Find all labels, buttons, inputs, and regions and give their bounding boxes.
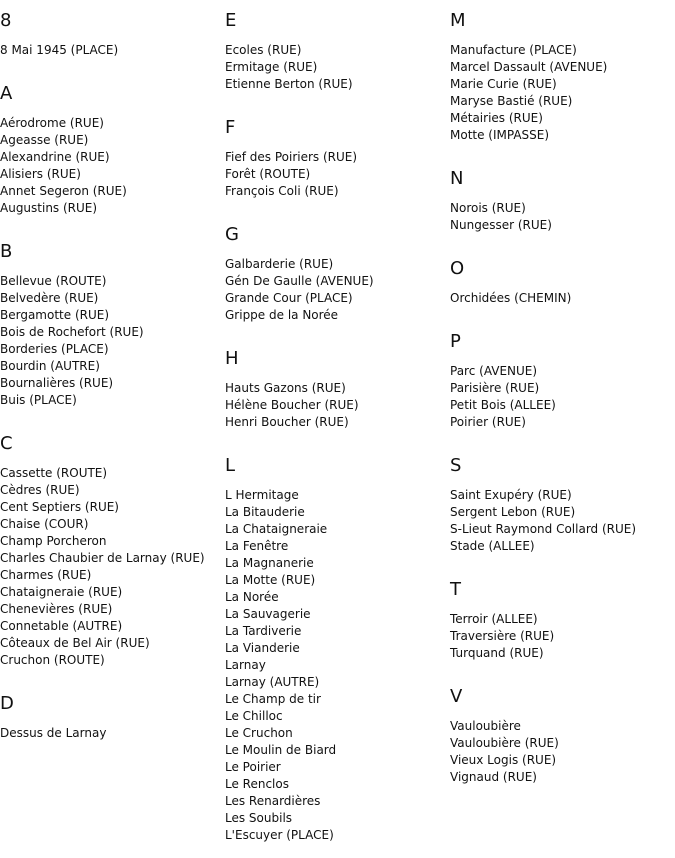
letter-section [225, 117, 445, 200]
street-name: Chaise (COUR) [0, 517, 89, 531]
street-name: Buis (PLACE) [0, 393, 77, 407]
street-name: Saint Exupéry (RUE) [450, 488, 572, 502]
street-name: Gén De Gaulle (AVENUE) [225, 274, 374, 288]
street-name: Bourdin (AUTRE) [0, 359, 100, 373]
section-letter-heading: F [225, 117, 236, 138]
letter-section [450, 686, 675, 786]
street-name: Hélène Boucher (RUE) [225, 398, 359, 412]
street-name: Vignaud (RUE) [450, 770, 537, 784]
street-list [225, 256, 445, 324]
street-name: Charmes (RUE) [0, 568, 92, 582]
street-list [450, 487, 675, 555]
street-name: Le Cruchon [225, 726, 293, 740]
section-letter-heading: B [0, 241, 13, 262]
street-list [0, 725, 220, 742]
street-name: Connetable (AUTRE) [0, 619, 123, 633]
street-name: Marcel Dassault (AVENUE) [450, 60, 608, 74]
street-name: Alexandrine (RUE) [0, 150, 110, 164]
street-index-column-2 [225, 10, 445, 844]
street-name: Côteaux de Bel Air (RUE) [0, 636, 150, 650]
street-list [225, 380, 445, 431]
street-name: Galbarderie (RUE) [225, 257, 334, 271]
street-name: Parc (AVENUE) [450, 364, 538, 378]
street-list [450, 200, 675, 234]
section-letter-heading: T [450, 579, 461, 600]
street-list [450, 290, 675, 307]
street-name: Chenevières (RUE) [0, 602, 113, 616]
street-name: Forêt (ROUTE) [225, 167, 311, 181]
letter-section [225, 10, 445, 93]
street-name: Norois (RUE) [450, 201, 526, 215]
letter-section [225, 224, 445, 324]
street-name: S-Lieut Raymond Collard (RUE) [450, 522, 637, 536]
section-letter-heading: S [450, 455, 462, 476]
section-letter-heading: H [225, 348, 239, 369]
section-letter-heading: L [225, 455, 236, 476]
street-name: Vauloubière [450, 719, 521, 733]
street-name: Vieux Logis (RUE) [450, 753, 557, 767]
street-list [450, 718, 675, 786]
letter-section [450, 258, 675, 307]
letter-section [0, 83, 220, 217]
section-letter-heading: D [0, 693, 14, 714]
street-name: Les Renardières [225, 794, 321, 808]
street-name: Borderies (PLACE) [0, 342, 109, 356]
street-name: Sergent Lebon (RUE) [450, 505, 576, 519]
street-name: L Hermitage [225, 488, 299, 502]
street-name: Fief des Poiriers (RUE) [225, 150, 358, 164]
street-name: La Magnanerie [225, 556, 314, 570]
letter-section [450, 168, 675, 234]
street-name: Stade (ALLEE) [450, 539, 535, 553]
street-list [450, 42, 675, 144]
section-letter-heading: E [225, 10, 237, 31]
street-list [225, 42, 445, 93]
street-name: Cruchon (ROUTE) [0, 653, 105, 667]
street-name: Dessus de Larnay [0, 726, 107, 740]
street-name: 8 Mai 1945 (PLACE) [0, 43, 119, 57]
street-name: Annet Segeron (RUE) [0, 184, 127, 198]
street-name: Alisiers (RUE) [0, 167, 81, 181]
street-list [0, 465, 220, 669]
street-name: Motte (IMPASSE) [450, 128, 550, 142]
street-name: La Sauvagerie [225, 607, 311, 621]
street-name: Manufacture (PLACE) [450, 43, 577, 57]
street-name: Ermitage (RUE) [225, 60, 318, 74]
street-name: Terroir (ALLEE) [450, 612, 538, 626]
street-name: Orchidées (CHEMIN) [450, 291, 572, 305]
section-letter-heading: M [450, 10, 466, 31]
street-name: Ecoles (RUE) [225, 43, 302, 57]
street-name: La Bitauderie [225, 505, 305, 519]
letter-section [0, 10, 220, 59]
street-name: Bois de Rochefort (RUE) [0, 325, 144, 339]
street-name: Grippe de la Norée [225, 308, 339, 322]
street-name: François Coli (RUE) [225, 184, 339, 198]
street-name: Augustins (RUE) [0, 201, 98, 215]
section-letter-heading: G [225, 224, 239, 245]
street-name: Belvedère (RUE) [0, 291, 99, 305]
street-name: L'Escuyer (PLACE) [225, 828, 334, 842]
street-name: Ageasse (RUE) [0, 133, 89, 147]
letter-section [225, 455, 445, 844]
street-name: Hauts Gazons (RUE) [225, 381, 346, 395]
street-name: La Motte (RUE) [225, 573, 316, 587]
street-name: Bellevue (ROUTE) [0, 274, 107, 288]
section-letter-heading: O [450, 258, 465, 279]
letter-section [0, 433, 220, 669]
street-list [225, 149, 445, 200]
street-name: Métairies (RUE) [450, 111, 543, 125]
street-name: Les Soubils [225, 811, 293, 825]
street-name: Le Poirier [225, 760, 281, 774]
section-letter-heading: C [0, 433, 13, 454]
street-list [450, 611, 675, 662]
street-name: Henri Boucher (RUE) [225, 415, 349, 429]
letter-section [225, 348, 445, 431]
street-name: Chataigneraie (RUE) [0, 585, 123, 599]
section-letter-heading: V [450, 686, 463, 707]
street-name: La Chataigneraie [225, 522, 328, 536]
section-letter-heading: A [0, 83, 13, 104]
street-list [0, 115, 220, 217]
street-list [225, 487, 445, 844]
street-name: Champ Porcheron [0, 534, 107, 548]
street-list [0, 42, 220, 59]
street-name: La Norée [225, 590, 279, 604]
letter-section [450, 455, 675, 555]
street-name: Le Renclos [225, 777, 289, 791]
street-name: Marie Curie (RUE) [450, 77, 557, 91]
street-name: Traversière (RUE) [450, 629, 555, 643]
street-name: La Tardiverie [225, 624, 302, 638]
letter-section [450, 10, 675, 144]
section-letter-heading: P [450, 331, 461, 352]
street-name: Bergamotte (RUE) [0, 308, 110, 322]
street-name: Petit Bois (ALLEE) [450, 398, 556, 412]
letter-section [450, 331, 675, 431]
street-name: Charles Chaubier de Larnay (RUE) [0, 551, 205, 565]
street-name: Cent Septiers (RUE) [0, 500, 119, 514]
street-name: Vauloubière (RUE) [450, 736, 559, 750]
street-name: Bournalières (RUE) [0, 376, 114, 390]
street-name: Larnay [225, 658, 266, 672]
street-name: Turquand (RUE) [450, 646, 544, 660]
street-index-column-1 [0, 10, 220, 742]
street-name: Nungesser (RUE) [450, 218, 552, 232]
street-name: Le Champ de tir [225, 692, 321, 706]
street-name: Grande Cour (PLACE) [225, 291, 353, 305]
street-name: La Vianderie [225, 641, 300, 655]
street-name: Aérodrome (RUE) [0, 116, 104, 130]
street-index-column-3 [450, 10, 675, 786]
street-name: Cassette (ROUTE) [0, 466, 108, 480]
street-name: La Fenêtre [225, 539, 289, 553]
street-name: Poirier (RUE) [450, 415, 526, 429]
street-name: Le Moulin de Biard [225, 743, 337, 757]
letter-section [0, 693, 220, 742]
street-list [450, 363, 675, 431]
letter-section [450, 579, 675, 662]
street-name: Parisière (RUE) [450, 381, 540, 395]
street-name: Larnay (AUTRE) [225, 675, 320, 689]
street-name: Etienne Berton (RUE) [225, 77, 353, 91]
street-name: Maryse Bastié (RUE) [450, 94, 573, 108]
section-letter-heading: N [450, 168, 464, 189]
street-name: Le Chilloc [225, 709, 283, 723]
street-name: Cèdres (RUE) [0, 483, 80, 497]
street-list [0, 273, 220, 409]
section-letter-heading: 8 [0, 10, 12, 31]
letter-section [0, 241, 220, 409]
